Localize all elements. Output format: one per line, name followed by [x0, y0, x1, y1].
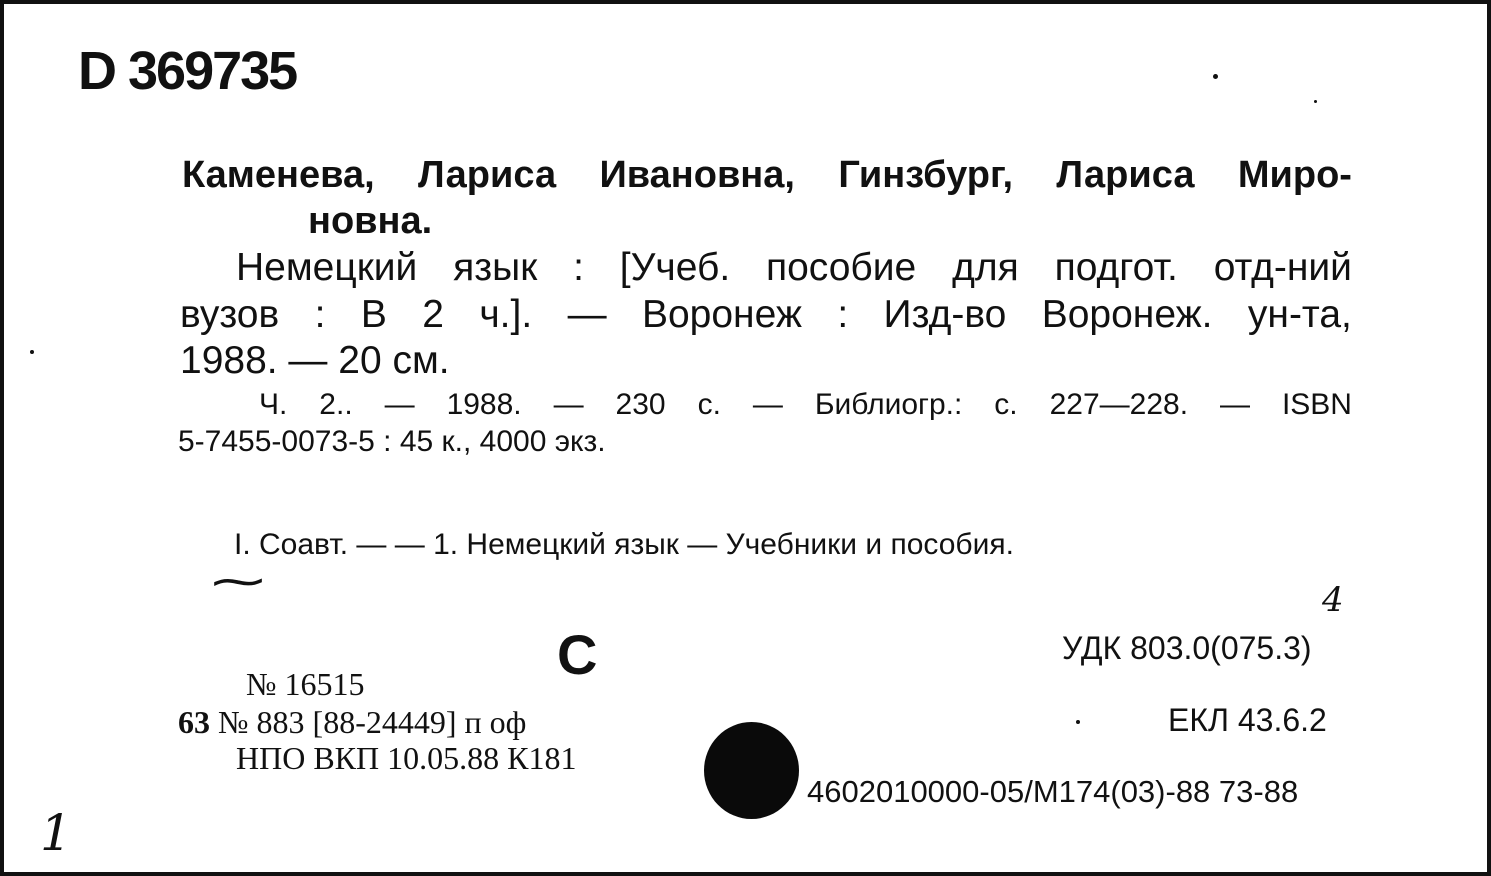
- order-prefix: 63: [178, 704, 210, 740]
- speck: [30, 350, 34, 354]
- desc-word: для: [952, 246, 1019, 289]
- volume-line-2: 5-7455-0073-5 : 45 к., 4000 экз.: [178, 425, 606, 458]
- vol-word: Библиогр.:: [814, 388, 963, 421]
- classification-code: 4602010000-05/М174(03)-88 73-88: [807, 774, 1299, 809]
- desc-word: вузов: [180, 293, 280, 336]
- speck: [1076, 720, 1080, 724]
- speck: [1314, 100, 1317, 103]
- author-continuation: новна.: [308, 200, 433, 242]
- vol-word: с.: [994, 388, 1018, 421]
- title-description-line-3: 1988. — 20 см.: [180, 339, 450, 382]
- desc-word: [Учеб.: [619, 246, 731, 289]
- title-description-line-1: [236, 246, 1352, 290]
- desc-word: отд-ний: [1213, 246, 1352, 289]
- vol-word: —: [553, 388, 584, 421]
- udk-code: УДК 803.0(075.3): [1062, 630, 1312, 666]
- subject-headings: I. Соавт. — — 1. Немецкий язык — Учебники и пособия.: [234, 528, 1014, 561]
- classification-letter: С: [557, 623, 598, 686]
- desc-word: ун-та,: [1247, 293, 1352, 336]
- publication-number: № 16515: [246, 666, 365, 702]
- handwritten-mark: 4: [1322, 580, 1344, 620]
- author-word: Миро-: [1237, 154, 1352, 196]
- vol-word: 227—228.: [1049, 388, 1189, 421]
- desc-word: подгот.: [1054, 246, 1178, 289]
- desc-word: Изд-во: [883, 293, 1007, 336]
- vol-word: —: [1220, 388, 1250, 421]
- desc-word: :: [314, 293, 326, 336]
- vol-word: с.: [697, 388, 721, 421]
- desc-word: язык: [453, 246, 538, 289]
- order-text: № 883 [88-24449] п оф: [218, 704, 527, 740]
- desc-word: —: [567, 293, 607, 336]
- desc-word: Воронеж: [641, 293, 802, 336]
- title-description-line-2: [180, 293, 1352, 337]
- press-line: НПО ВКП 10.05.88 К181: [236, 740, 577, 776]
- author-word: Гинзбург,: [838, 154, 1014, 196]
- handwritten-number: 1: [40, 804, 72, 862]
- handwritten-underline-mark: ⁓: [211, 557, 265, 606]
- desc-word: пособие: [766, 246, 917, 289]
- desc-word: :: [573, 246, 584, 289]
- vol-word: ISBN: [1281, 388, 1352, 421]
- vol-word: —: [384, 388, 415, 421]
- author-word: Лариса: [418, 154, 557, 196]
- desc-word: ч.].: [479, 293, 533, 336]
- vol-word: —: [752, 388, 783, 421]
- punched-hole: [704, 722, 799, 819]
- desc-word: Воронеж.: [1041, 293, 1213, 336]
- vol-word: 230: [615, 388, 666, 421]
- desc-word: В: [360, 293, 387, 336]
- vol-word: 2..: [319, 388, 353, 421]
- desc-word: 2: [422, 293, 444, 336]
- speck: [1213, 74, 1218, 79]
- volume-line-1: [259, 388, 1352, 422]
- catalog-number: D 369735: [78, 41, 297, 101]
- author-word: Лариса: [1056, 154, 1195, 196]
- author-word: Каменева,: [182, 154, 375, 196]
- vol-word: Ч.: [259, 388, 288, 421]
- ekl-code: ЕКЛ 43.6.2: [1168, 702, 1327, 738]
- author-line: [182, 154, 1352, 197]
- vol-word: 1988.: [446, 388, 522, 421]
- author-word: Ивановна,: [599, 154, 795, 196]
- desc-word: :: [837, 293, 849, 336]
- desc-word: Немецкий: [236, 246, 418, 289]
- order-line: [178, 704, 526, 741]
